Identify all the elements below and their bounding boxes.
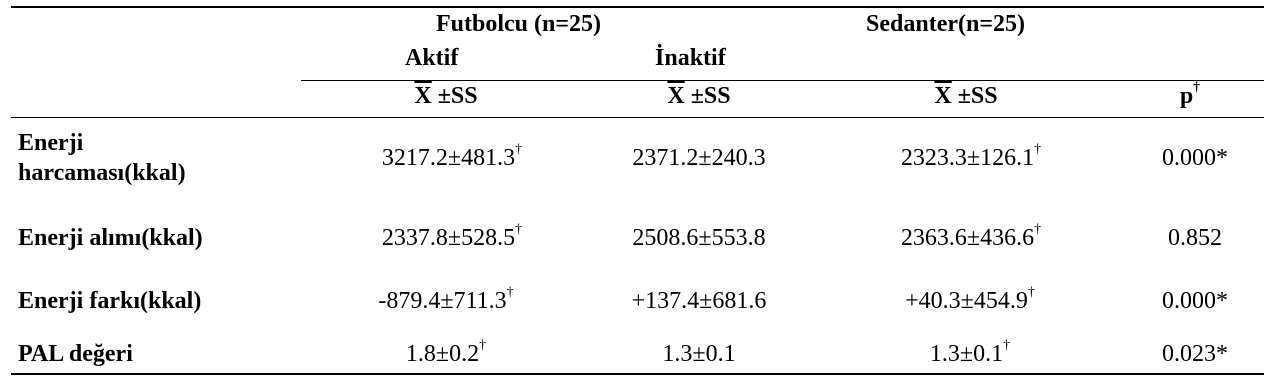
stat-header-aktif [414,82,477,110]
table-cell [662,340,735,368]
cell-value: 2363.6±436.6 [900,225,1035,251]
header-divider-rule [301,80,1264,81]
cell-value: -879.4±711.3 [378,288,507,314]
dagger-mark: † [1003,338,1011,353]
p-value-cell: 0.000* [1162,288,1228,314]
cell-value: 3217.2±481.3 [381,145,516,171]
table-cell [905,287,1035,315]
table-cell [378,287,513,315]
subgroup-header-aktif: Aktif [405,45,459,71]
table-cell [406,340,486,368]
row-label-pal-value: PAL değeri [18,341,133,367]
cell-value: +137.4±681.6 [631,288,767,314]
stat-header-inaktif [667,82,730,110]
dagger-mark: † [479,338,487,353]
group-header-sedanter: Sedanter(n=25) [866,11,1025,37]
cell-value: 2323.3±126.1 [900,145,1035,171]
dagger-mark: † [506,285,514,300]
header-bottom-rule [11,117,1264,118]
p-value-cell: 0.852 [1168,225,1222,251]
table-top-rule [11,6,1264,8]
table-bottom-rule [11,373,1264,375]
dagger-mark: † [515,222,523,237]
table-cell [382,224,522,252]
row-label-energy-difference: Enerji farkı(kkal) [18,288,202,314]
dagger-mark: † [1034,222,1042,237]
cell-value: 1.3±0.1 [662,341,736,367]
table-cell [901,144,1041,172]
mean-symbol: $\overline{X}$ [414,83,432,109]
cell-value: 2371.2±240.3 [632,145,766,171]
cell-value: 2508.6±553.8 [632,225,766,251]
p-label: p [1179,83,1194,109]
cell-value: 1.8±0.2 [405,341,480,367]
row-label-energy-intake: Enerji alımı(kkal) [18,225,203,251]
row-label-line: harcaması(kkal) [18,160,186,186]
stat-header-text: ±SS [431,83,478,109]
mean-symbol: $\overline{X}$ [934,83,952,109]
mean-symbol: $\overline{X}$ [667,83,685,109]
cell-value: 1.3±0.1 [929,341,1004,367]
table-cell [632,224,765,252]
table-cell [382,144,522,172]
p-value-cell: 0.023* [1162,341,1228,367]
dagger-mark: † [1193,80,1201,95]
group-header-futbolcu: Futbolcu (n=25) [436,11,602,37]
p-value-cell: 0.000* [1162,145,1228,171]
dagger-mark: † [515,142,523,157]
stat-header-text: ±SS [684,83,731,109]
table-cell [632,144,765,172]
cell-value: 2337.8±528.5 [381,225,516,251]
dagger-mark: † [1034,142,1042,157]
stat-header-text: ±SS [951,83,998,109]
cell-value: +40.3±454.9 [905,288,1028,314]
dagger-mark: † [1027,285,1035,300]
stat-header-sedanter [934,82,997,110]
table-cell [901,224,1041,252]
table-cell [930,340,1010,368]
subgroup-header-inaktif: İnaktif [655,45,726,71]
row-label-energy-expenditure [18,128,186,188]
row-label-line: Enerji [18,130,84,156]
p-header [1180,82,1200,110]
table-cell [632,287,767,315]
